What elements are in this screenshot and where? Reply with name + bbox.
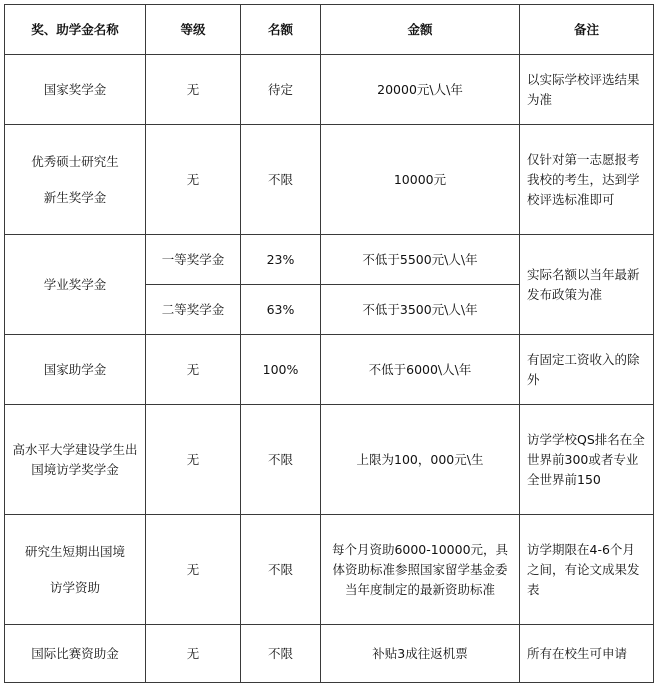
header-quota: 名额 xyxy=(241,5,321,55)
scholarship-table xyxy=(4,4,654,683)
cell-amount: 每个月资助6000-10000元，具体资助标准参照国家留学基金委当年度制定的最新资助标准 xyxy=(321,515,520,625)
cell-quota: 不限 xyxy=(241,515,321,625)
cell-quota: 不限 xyxy=(241,625,321,683)
cell-name xyxy=(5,515,146,625)
cell-name xyxy=(5,125,146,235)
table-row xyxy=(5,55,654,125)
cell-level: 一等奖学金 xyxy=(146,235,241,285)
cell-note: 有固定工资收入的除外 xyxy=(520,335,654,405)
cell-level: 无 xyxy=(146,515,241,625)
cell-name-line-1: 优秀硕士研究生 xyxy=(31,153,119,169)
cell-level: 二等奖学金 xyxy=(146,285,241,335)
header-amount: 金额 xyxy=(321,5,520,55)
header-note: 备注 xyxy=(520,5,654,55)
header-row xyxy=(5,5,654,55)
cell-note: 仅针对第一志愿报考我校的考生，达到学校评选标准即可 xyxy=(520,125,654,235)
cell-level: 无 xyxy=(146,625,241,683)
cell-amount: 上限为100，000元\生 xyxy=(321,405,520,515)
cell-amount: 不低于3500元\人\年 xyxy=(321,285,520,335)
cell-note: 所有在校生可申请 xyxy=(520,625,654,683)
cell-level: 无 xyxy=(146,125,241,235)
cell-note: 实际名额以当年最新发布政策为准 xyxy=(520,235,654,335)
cell-level: 无 xyxy=(146,55,241,125)
cell-note: 访学期限在4-6个月之间，有论文成果发表 xyxy=(520,515,654,625)
cell-amount: 20000元\人\年 xyxy=(321,55,520,125)
table-row xyxy=(5,625,654,683)
cell-name: 高水平大学建设学生出国境访学奖学金 xyxy=(5,405,146,515)
header-level: 等级 xyxy=(146,5,241,55)
table-row xyxy=(5,335,654,405)
cell-name: 学业奖学金 xyxy=(5,235,146,335)
cell-quota: 63% xyxy=(241,285,321,335)
cell-name: 国际比赛资助金 xyxy=(5,625,146,683)
cell-amount: 补贴3成往返机票 xyxy=(321,625,520,683)
cell-note: 以实际学校评选结果为准 xyxy=(520,55,654,125)
table-row xyxy=(5,515,654,625)
cell-amount: 10000元 xyxy=(321,125,520,235)
table-row xyxy=(5,235,654,285)
cell-amount: 不低于6000\人\年 xyxy=(321,335,520,405)
cell-quota: 不限 xyxy=(241,125,321,235)
cell-level: 无 xyxy=(146,335,241,405)
cell-quota: 待定 xyxy=(241,55,321,125)
cell-quota: 23% xyxy=(241,235,321,285)
cell-level: 无 xyxy=(146,405,241,515)
cell-name: 国家奖学金 xyxy=(5,55,146,125)
cell-name-line-2: 新生奖学金 xyxy=(43,189,107,205)
cell-quota: 不限 xyxy=(241,405,321,515)
table-row xyxy=(5,125,654,235)
cell-quota: 100% xyxy=(241,335,321,405)
cell-name: 国家助学金 xyxy=(5,335,146,405)
cell-amount: 不低于5500元\人\年 xyxy=(321,235,520,285)
cell-name-line-2: 访学资助 xyxy=(49,579,100,595)
table-row xyxy=(5,405,654,515)
cell-note: 访学学校QS排名在全世界前300或者专业全世界前150 xyxy=(520,405,654,515)
header-name: 奖、助学金名称 xyxy=(5,5,146,55)
cell-name-line-1: 研究生短期出国境 xyxy=(24,543,125,559)
